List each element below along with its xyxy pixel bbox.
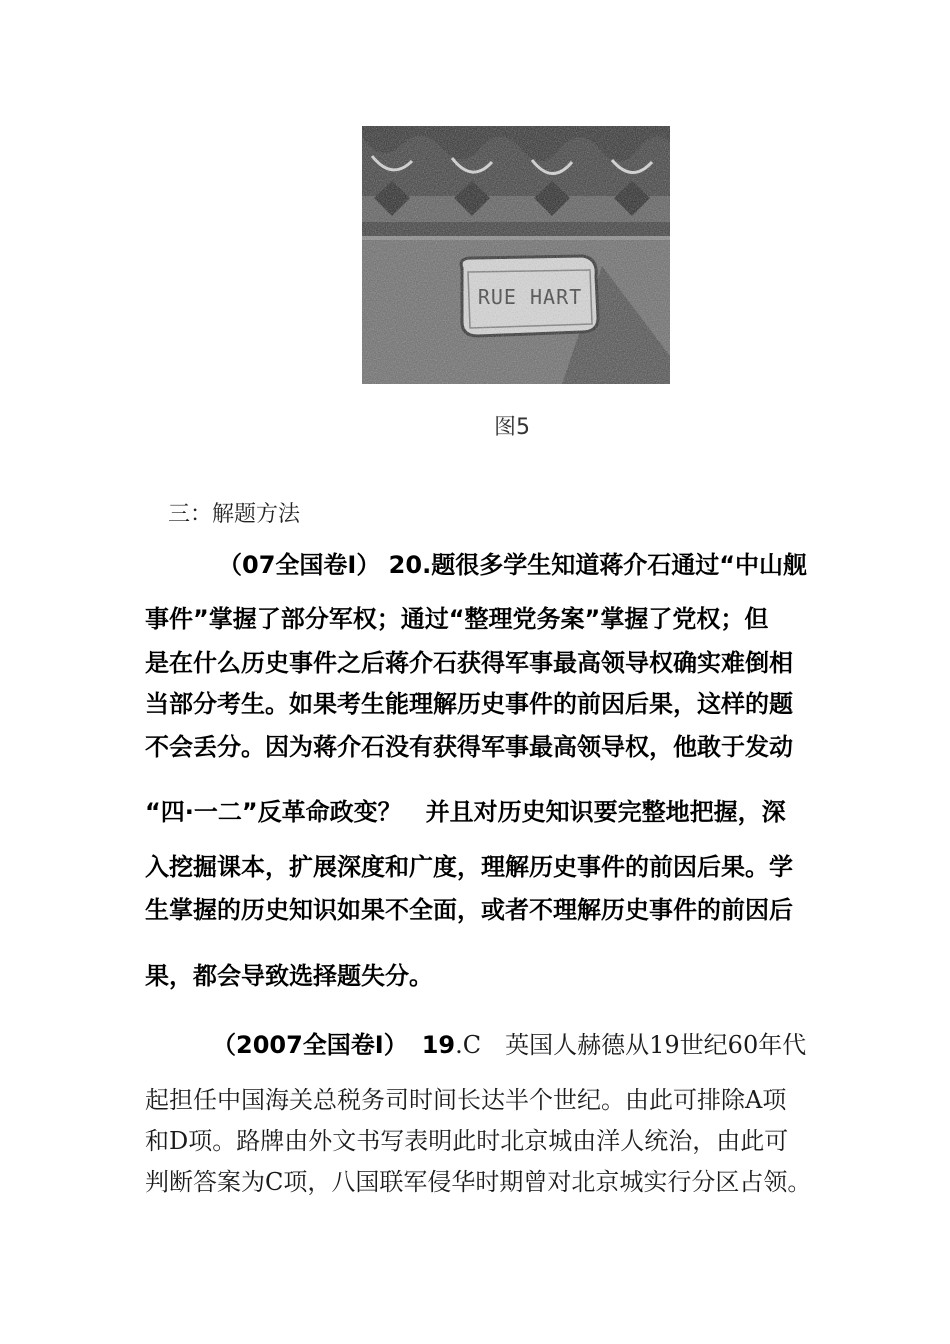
paragraph1-line: （07全国卷Ⅰ） 20.题很多学生知道蒋介石通过“中山舰 bbox=[218, 551, 807, 579]
figure-caption: 图5 bbox=[494, 415, 530, 440]
paragraph2-line: 起担任中国海关总税务司时间长达半个世纪。由此可排除A项 bbox=[145, 1086, 787, 1114]
paragraph2-first-line bbox=[212, 1033, 806, 1057]
paragraph1-line: 不会丢分。因为蒋介石没有获得军事最高领导权，他敢于发动 bbox=[145, 733, 793, 761]
section-heading: 三：解题方法 bbox=[168, 502, 301, 527]
paragraph1-line: 是在什么历史事件之后蒋介石获得军事最高领导权确实难倒相 bbox=[145, 649, 793, 677]
figure-photo bbox=[362, 126, 670, 384]
paragraph2-answer: .C 英国人赫德从19世纪60年代 bbox=[455, 1031, 807, 1059]
paragraph1-line: 事件”掌握了部分军权；通过“整理党务案”掌握了党权；但 bbox=[145, 605, 769, 633]
paragraph1-line: “四·一二”反革命政变？ 并且对历史知识要完整地把握，深 bbox=[145, 798, 786, 826]
paragraph2-source: （2007全国卷Ⅰ） bbox=[212, 1031, 408, 1059]
paragraph2-line: 判断答案为C项，八国联军侵华时期曾对北京城实行分区占领。 bbox=[145, 1168, 812, 1196]
paragraph1-line: 生掌握的历史知识如果不全面，或者不理解历史事件的前因后 bbox=[145, 896, 793, 924]
paragraph1-line: 入挖掘课本，扩展深度和广度，理解历史事件的前因后果。学 bbox=[145, 853, 793, 881]
street-sign-photo bbox=[362, 126, 670, 384]
paragraph1-line: 当部分考生。如果考生能理解历史事件的前因后果，这样的题 bbox=[145, 690, 793, 718]
paragraph1-line: 果，都会导致选择题失分。 bbox=[145, 962, 433, 990]
paragraph2-line: 和D项。路牌由外文书写表明此时北京城由洋人统治，由此可 bbox=[145, 1127, 789, 1155]
paragraph2-question-number: 19 bbox=[421, 1031, 456, 1059]
